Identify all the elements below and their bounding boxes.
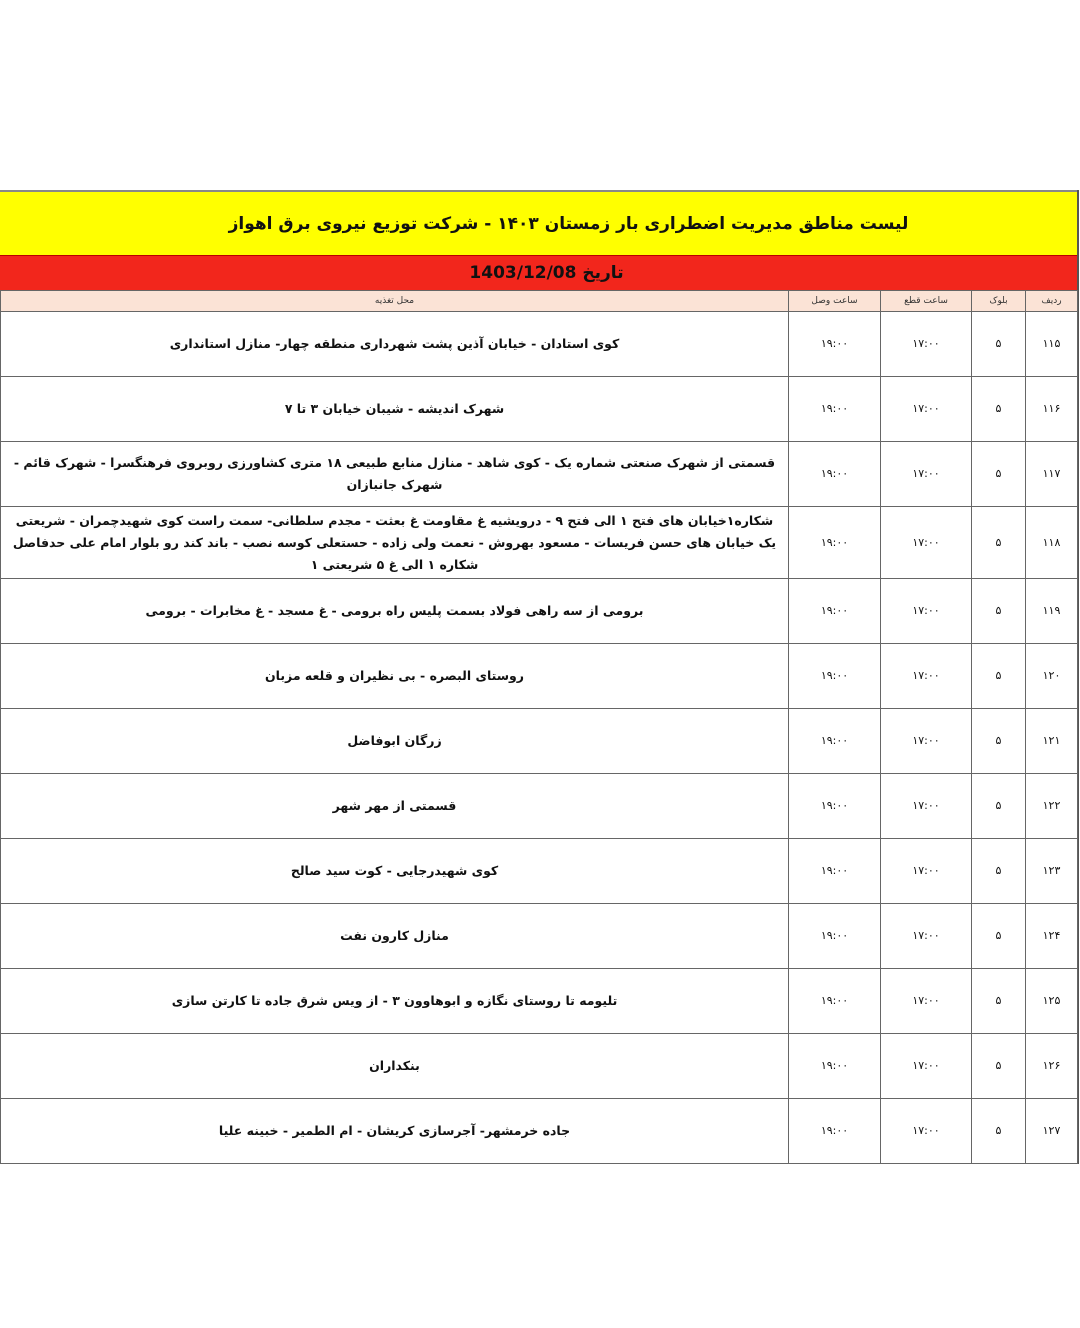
row-cut-time: ۱۷:۰۰	[881, 709, 972, 774]
row-location: شهرک اندیشه - شیبان خیابان ۳ تا ۷	[1, 377, 789, 442]
title-band	[0, 190, 1077, 255]
row-connect-time: ۱۹:۰۰	[789, 442, 881, 507]
row-id: ۱۲۱	[1026, 709, 1078, 774]
row-block: ۵	[972, 1034, 1026, 1099]
row-cut-time: ۱۷:۰۰	[881, 774, 972, 839]
row-id: ۱۲۵	[1026, 969, 1078, 1034]
table-row	[1, 709, 1078, 774]
row-block: ۵	[972, 709, 1026, 774]
row-block: ۵	[972, 904, 1026, 969]
row-location: زرگان ابوفاضل	[1, 709, 789, 774]
row-cut-time: ۱۷:۰۰	[881, 904, 972, 969]
row-id: ۱۲۷	[1026, 1099, 1078, 1164]
row-connect-time: ۱۹:۰۰	[789, 1034, 881, 1099]
page-title: لیست مناطق مدیریت اضطراری بار زمستان ۱۴۰۳ - شرکت توزیع نیروی برق اهواز	[228, 213, 909, 234]
table-header-row	[1, 291, 1078, 312]
table-row	[1, 969, 1078, 1034]
col-header-connect: ساعت وصل	[789, 291, 881, 312]
row-connect-time: ۱۹:۰۰	[789, 774, 881, 839]
row-cut-time: ۱۷:۰۰	[881, 644, 972, 709]
row-id: ۱۲۰	[1026, 644, 1078, 709]
row-id: ۱۲۲	[1026, 774, 1078, 839]
row-location: شکاره۱خیابان های فتح ۱ الی فتح ۹ - درویشیه غ مقاومت غ بعثت - مجدم سلطانی- سمت راست کوی شهیدچمران - شریعتی یک خیابان های حسن فریسات - مسعود بهروش - نعمت ولی زاده - حستعلی کوسه نصب - باند کند رو بلوار امام علی حدفاصل شکاره ۱ الی غ ۵ شریعتی ۱	[1, 507, 789, 579]
col-header-cut: ساعت قطع	[881, 291, 972, 312]
table-row	[1, 442, 1078, 507]
row-id: ۱۱۷	[1026, 442, 1078, 507]
table-row	[1, 774, 1078, 839]
row-location: تلیومه تا روستای نگازه و ابوهاوون ۳ - از ویس شرق جاده تا کارتن سازی	[1, 969, 789, 1034]
row-location: جاده خرمشهر- آجرسازی کریشان - ام الطمیر - خبینه علیا	[1, 1099, 789, 1164]
row-cut-time: ۱۷:۰۰	[881, 839, 972, 904]
row-connect-time: ۱۹:۰۰	[789, 644, 881, 709]
row-id: ۱۲۴	[1026, 904, 1078, 969]
row-location: برومی از سه راهی فولاد بسمت پلیس راه برومی - غ مسجد - غ مخابرات - برومی	[1, 579, 789, 644]
row-id: ۱۱۸	[1026, 507, 1078, 579]
row-location: قسمتی از مهر شهر	[1, 774, 789, 839]
row-connect-time: ۱۹:۰۰	[789, 312, 881, 377]
row-block: ۵	[972, 969, 1026, 1034]
table-row	[1, 579, 1078, 644]
row-location: روستای البصره - بی نظیران و قلعه مزبان	[1, 644, 789, 709]
row-id: ۱۲۶	[1026, 1034, 1078, 1099]
row-connect-time: ۱۹:۰۰	[789, 579, 881, 644]
row-block: ۵	[972, 442, 1026, 507]
row-location: بنکداران	[1, 1034, 789, 1099]
row-id: ۱۲۳	[1026, 839, 1078, 904]
table-row	[1, 1034, 1078, 1099]
table-row	[1, 312, 1078, 377]
row-cut-time: ۱۷:۰۰	[881, 1034, 972, 1099]
table-row	[1, 1099, 1078, 1164]
row-id: ۱۱۵	[1026, 312, 1078, 377]
table-row	[1, 644, 1078, 709]
row-id: ۱۱۶	[1026, 377, 1078, 442]
schedule-sheet	[0, 190, 1079, 1164]
row-cut-time: ۱۷:۰۰	[881, 377, 972, 442]
row-block: ۵	[972, 507, 1026, 579]
row-id: ۱۱۹	[1026, 579, 1078, 644]
row-block: ۵	[972, 1099, 1026, 1164]
row-connect-time: ۱۹:۰۰	[789, 839, 881, 904]
row-block: ۵	[972, 312, 1026, 377]
col-header-block: بلوک	[972, 291, 1026, 312]
row-cut-time: ۱۷:۰۰	[881, 579, 972, 644]
col-header-location: محل تغذیه	[1, 291, 789, 312]
table-row	[1, 507, 1078, 579]
date-label: تاریخ 1403/12/08	[469, 263, 624, 283]
row-block: ۵	[972, 839, 1026, 904]
row-location: کوی استادان - خیابان آذین پشت شهرداری منطقه چهار- منازل استانداری	[1, 312, 789, 377]
row-connect-time: ۱۹:۰۰	[789, 507, 881, 579]
row-cut-time: ۱۷:۰۰	[881, 312, 972, 377]
row-cut-time: ۱۷:۰۰	[881, 507, 972, 579]
row-block: ۵	[972, 644, 1026, 709]
row-connect-time: ۱۹:۰۰	[789, 969, 881, 1034]
col-header-row: ردیف	[1026, 291, 1078, 312]
row-block: ۵	[972, 377, 1026, 442]
row-location: قسمتی از شهرک صنعتی شماره یک - کوی شاهد - منازل منابع طبیعی ۱۸ متری کشاورزی روبروی فرهنگسرا - شهرک قائم - شهرک جانبازان	[1, 442, 789, 507]
table-row	[1, 904, 1078, 969]
row-connect-time: ۱۹:۰۰	[789, 377, 881, 442]
row-block: ۵	[972, 579, 1026, 644]
table-row	[1, 839, 1078, 904]
date-band	[0, 255, 1077, 290]
row-connect-time: ۱۹:۰۰	[789, 1099, 881, 1164]
row-location: منازل کارون نفت	[1, 904, 789, 969]
row-cut-time: ۱۷:۰۰	[881, 442, 972, 507]
row-connect-time: ۱۹:۰۰	[789, 709, 881, 774]
row-location: کوی شهیدرجایی - کوت سید صالح	[1, 839, 789, 904]
row-block: ۵	[972, 774, 1026, 839]
row-connect-time: ۱۹:۰۰	[789, 904, 881, 969]
table-row	[1, 377, 1078, 442]
row-cut-time: ۱۷:۰۰	[881, 969, 972, 1034]
row-cut-time: ۱۷:۰۰	[881, 1099, 972, 1164]
outage-table	[0, 290, 1078, 1164]
